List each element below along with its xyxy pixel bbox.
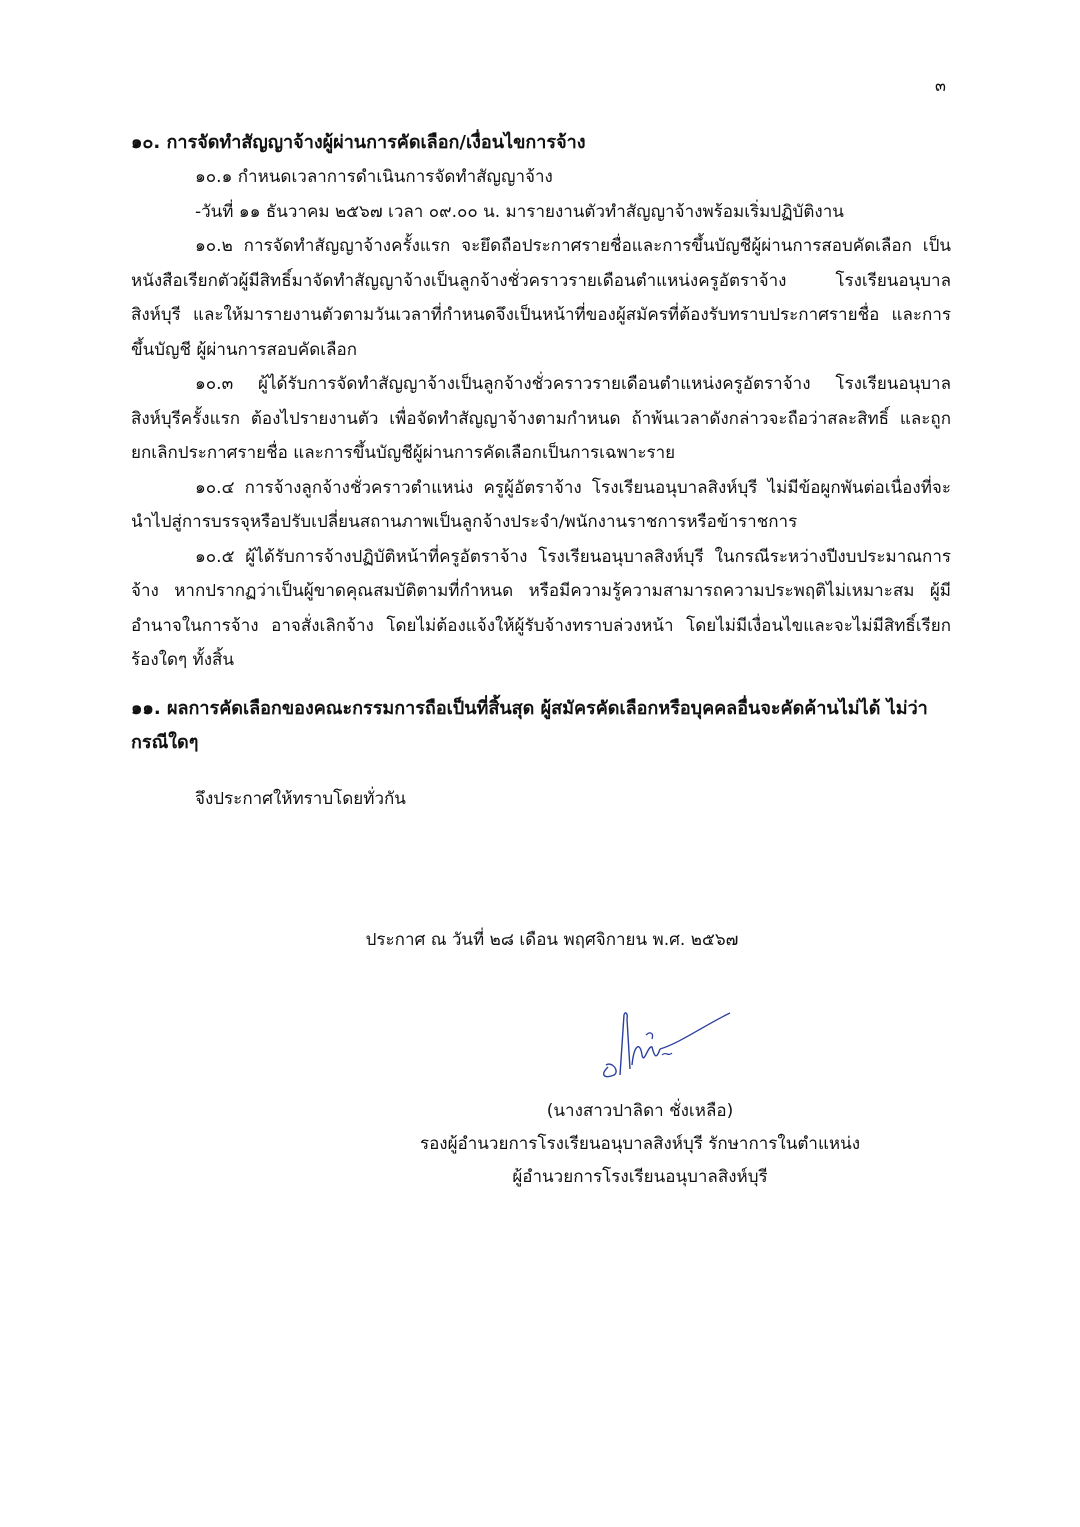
signature-block (400, 1095, 880, 1194)
document-body (131, 126, 951, 833)
section-10-4-paragraph: ๑๐.๔ การจ้างลูกจ้างชั่วคราวตำแหน่ง ครูผู้อัตราจ้าง โรงเรียนอนุบาลสิงห์บุรี ไม่มีข้อผูกพันต่อเนื่องที่จะนำไปสู่การบรรจุหรือปรับเปลี่ยนสถานภาพเป็นลูกจ้างประจำ/พนักงานราชการหรือข้าราชการ (131, 477, 951, 532)
signatory-position-line-2: ผู้อำนวยการโรงเรียนอนุบาลสิงห์บุรี (512, 1167, 768, 1187)
section-10-1-detail: -วันที่ ๑๑ ธันวาคม ๒๕๖๗ เวลา ๐๙.๐๐ น. มารายงานตัวทำสัญญาจ้างพร้อมเริ่มปฏิบัติงาน (195, 201, 844, 222)
section-10-1-title: ๑๐.๑ กำหนดเวลาการดำเนินการจัดทำสัญญาจ้าง (195, 167, 553, 187)
section-10-2-paragraph: ๑๐.๒ การจัดทำสัญญาจ้างครั้งแรก จะยึดถือประกาศรายชื่อและการขึ้นบัญชีผู้ผ่านการสอบคัดเลือก เป็นหนังสือเรียกตัวผู้มีสิทธิ์มาจัดทำสัญญาจ้างเป็นลูกจ้างชั่วคราวรายเดือนตำแหน่งครูอัตราจ้าง โรงเรียนอนุบาลสิงห์บุรี และให้มารายงานตัวตามวันเวลาที่กำหนดจึงเป็นหน้าที่ของผู้สมัครที่ต้องรับทราบประกาศรายชื่อ และการขึ้นบัญชี ผู้ผ่านการสอบคัดเลือก (131, 236, 951, 360)
page-number: ๓ (935, 76, 946, 95)
section-11-heading: ๑๑. ผลการคัดเลือกของคณะกรรมการถือเป็นที่สิ้นสุด ผู้สมัครคัดเลือกหรือบุคคลอื่นจะคัดค้านไม่ได้ ไม่ว่ากรณีใดๆ (131, 697, 928, 753)
handwritten-signature (590, 1005, 740, 1085)
announcement-date: ประกาศ ณ วันที่ ๒๘ เดือน พฤศจิกายน พ.ศ. ๒๕๖๗ (365, 930, 739, 950)
announcement-text: จึงประกาศให้ทราบโดยทั่วกัน (195, 788, 406, 809)
section-10-3-paragraph: ๑๐.๓ ผู้ได้รับการจัดทำสัญญาจ้างเป็นลูกจ้างชั่วคราวรายเดือนตำแหน่งครูอัตราจ้าง โรงเรียนอนุบาลสิงห์บุรีครั้งแรก ต้องไปรายงานตัว เพื่อจัดทำสัญญาจ้างตามกำหนด ถ้าพ้นเวลาดังกล่าวจะถือว่าสละสิทธิ์ และถูกยกเลิกประกาศรายชื่อ และการขึ้นบัญชีผู้ผ่านการคัดเลือกเป็นการเฉพาะราย (131, 374, 951, 463)
signatory-name: (นางสาวปาลิดา ชั่งเหลือ) (546, 1101, 734, 1121)
section-10-5-paragraph: ๑๐.๕ ผู้ได้รับการจ้างปฏิบัติหน้าที่ครูอัตราจ้าง โรงเรียนอนุบาลสิงห์บุรี ในกรณีระหว่างปีงบประมาณการจ้าง หากปรากฏว่าเป็นผู้ขาดคุณสมบัติตามที่กำหนด หรือมีความรู้ความสามารถความประพฤติไม่เหมาะสม ผู้มีอำนาจในการจ้าง อาจสั่งเลิกจ้าง โดยไม่ต้องแจ้งให้ผู้รับจ้างทราบล่วงหน้า โดยไม่มีเงื่อนไขและจะไม่มีสิทธิ์เรียกร้องใดๆ ทั้งสิ้น (131, 546, 951, 670)
section-10-heading: ๑๐. การจัดทำสัญญาจ้างผู้ผ่านการคัดเลือก/เงื่อนไขการจ้าง (131, 132, 586, 153)
signatory-position-line-1: รองผู้อำนวยการโรงเรียนอนุบาลสิงห์บุรี รักษาการในตำแหน่ง (419, 1134, 861, 1154)
